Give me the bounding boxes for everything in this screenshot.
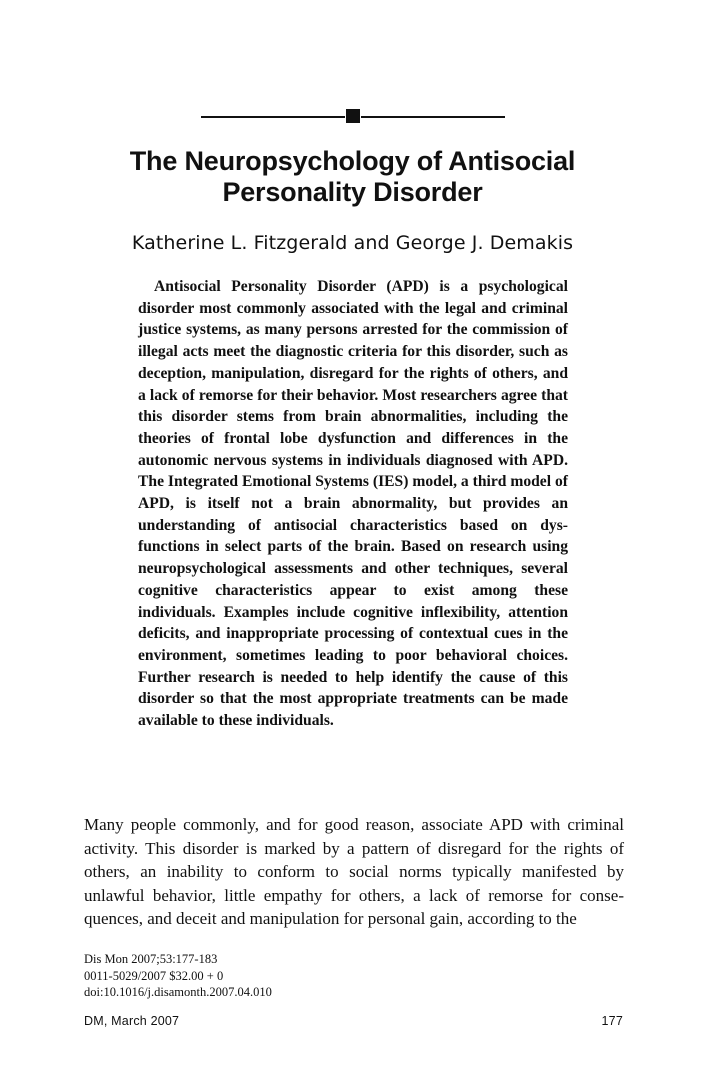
ornament-square <box>346 109 360 123</box>
abstract-paragraph: Antisocial Personality Disorder (APD) is a psychological disorder most commonly associated with the legal and criminal justice systems, as many persons arrested for the commission of illegal acts meet the diagnostic criteria for this disorder, such as deception, manipulation, disregard for the rights of others, and a lack of remorse for their behavior. Most researchers agree that this disorder stems from brain abnormalities, including the theories of frontal lobe dysfunction and differences in the autonomic nervous systems in individuals diagnosed with APD. The Integrated Emotional Systems (IES) model, a third model of APD, is itself not a brain abnormality, but provides an understanding of antisocial characteristics based on dysfunctions in select parts of the brain. Based on research using neuropsychological assessments and other techniques, several cognitive characteristics appear to exist among these individuals. Examples include cognitive inflexibility, attention deficits, and inappropriate processing of contextual cues in the environment, sometimes leading to poor behavioral choices. Further research is needed to help identify the cause of this disorder so that the most appropriate treatments can be made available to these individuals. <box>138 278 568 730</box>
citation-block <box>84 951 272 1001</box>
ornament-left-line <box>201 116 345 118</box>
footer-journal-date: DM, March 2007 <box>84 1014 180 1028</box>
citation-journal: Dis Mon 2007;53:177-183 <box>84 952 218 966</box>
footer-page-number: 177 <box>601 1014 623 1028</box>
body-paragraph: Many people commonly, and for good reason, associate APD with criminal activity. This disorder is marked by a pattern of disregard for the rights of others, an inability to conform to social norms typically manifested by unlawful behavior, little empathy for others, a lack of remorse for consequences, and deceit and manipulation for personal gain, according to the <box>84 815 624 929</box>
title-ornament-rule <box>201 108 505 124</box>
ornament-right-line <box>361 116 505 118</box>
citation-doi: doi:10.1016/j.disamonth.2007.04.010 <box>84 985 272 999</box>
citation-issn-price: 0011-5029/2007 $32.00 + 0 <box>84 968 224 983</box>
article-authors: Katherine L. Fitzgerald and George J. Demakis <box>131 232 574 254</box>
article-title: The Neuropsychology of Antisocial Personality Disorder <box>129 146 576 207</box>
